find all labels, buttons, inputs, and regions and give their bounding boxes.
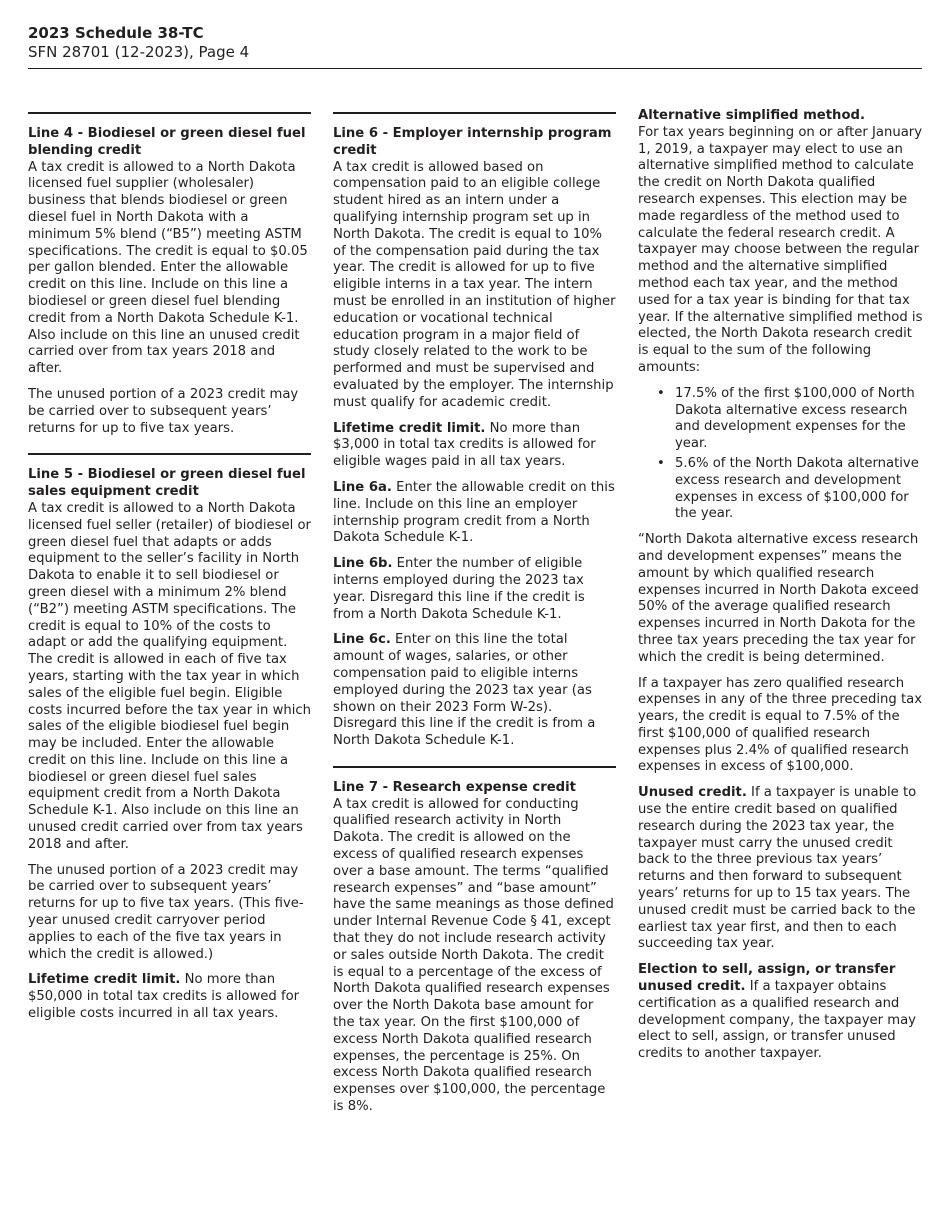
line6c-text: Enter on this line the total amount of wages, salaries, or other compensation paid to eligible interns employed during the 2023 tax year (as shown on their 2023 Form W-2s). Disregard this line if the credit is from a North Dakota Schedule K-1. <box>333 632 596 749</box>
line6a-label: Line 6a. <box>333 479 392 495</box>
unused-credit-label: Unused credit. <box>638 785 747 801</box>
election-label: Election to sell, assign, or transfer unused credit. <box>638 962 896 995</box>
alternative-method-list <box>638 386 924 523</box>
line5-title: Line 5 - Biodiesel or green diesel fuel sales equipment credit <box>28 467 306 500</box>
column-middle <box>333 108 616 1125</box>
zero-expenses-paragraph: If a taxpayer has zero qualified research expenses in any of the three preceding tax years, the credit is equal to 7.5% of the first $100,000 of qualified research expenses plus 2.4% of qualified research expenses in excess of $100,000. <box>638 675 923 775</box>
alternative-method-title: Alternative simplified method. <box>638 108 865 123</box>
list-item: • 5.6% of the North Dakota alternative excess research and development expenses in excess of $100,000 for the year. <box>675 456 924 523</box>
line6-limit-paragraph <box>333 421 616 471</box>
line4-title: Line 4 - Biodiesel or green diesel fuel blending credit <box>28 126 306 158</box>
election-text: If a taxpayer obtains certification as a qualified research and development company, the taxpayer may elect to sell, assign, or transfer unused credits to another taxpayer. <box>638 979 916 1062</box>
column-right <box>638 108 924 1072</box>
line6b-label: Line 6b. <box>333 556 393 572</box>
line6b-paragraph <box>333 556 616 623</box>
section-divider <box>28 453 311 455</box>
line4-carryover-paragraph: The unused portion of a 2023 credit may be carried over to subsequent years’ returns for up to five tax years. <box>28 386 299 436</box>
line5-paragraph: A tax credit is allowed to a North Dakota licensed fuel seller (retailer) of biodiesel or green diesel fuel that adapts or adds equipment to the seller’s facility in North Dakota to enable it to sell biodiesel or green diesel with a minimum 2% blend (“B2”) meeting ASTM specifications. The credit is equal to 10% of the costs to adapt or add the qualifying equipment. The credit is allowed in each of five tax years, starting with the tax year in which sales of the eligible fuel begin. Eligible costs incurred before the tax year in which sales of the eligible biodiesel fuel begin may be included. Enter the allowable credit on this line. Include on this line a biodiesel or green diesel fuel sales equipment credit from a North Dakota Schedule K-1. Also include on this line an unused credit carried over from tax years 2018 and after. <box>28 500 312 852</box>
page-header <box>28 24 249 62</box>
section-divider <box>28 112 311 114</box>
line6a-paragraph <box>333 480 616 547</box>
column-left <box>28 108 311 1032</box>
line7-title: Line 7 - Research expense credit <box>333 779 576 795</box>
alternative-method-paragraph: For tax years beginning on or after January 1, 2019, a taxpayer may elect to use an alternative simplified method to calculate the credit on North Dakota qualified research expenses. This election may be made regardless of the method used to calculate the federal research credit. A taxpayer may choose between the regular method and the alternative simplified method each tax year, and the method used for a tax year is binding for that tax year. If the alternative simplified method is elected, the North Dakota research credit is equal to the sum of the following amounts: <box>638 124 923 375</box>
unused-credit-paragraph <box>638 785 924 953</box>
line5-limit-paragraph <box>28 972 311 1022</box>
section-divider <box>333 112 616 114</box>
line4-paragraph: A tax credit is allowed to a North Dakota licensed fuel supplier (wholesaler) business that blends biodiesel or green diesel fuel in North Dakota with a minimum 5% blend (“B5”) meeting ASTM specifications. The credit is equal to $0.05 per gallon blended. Enter the allowable credit on this line. Include on this line a biodiesel or green diesel fuel blending credit from a North Dakota Schedule K-1. Also include on this line an unused credit carried over from tax years 2018 and after. <box>28 159 308 377</box>
line6c-label: Line 6c. <box>333 632 391 648</box>
election-paragraph <box>638 962 924 1063</box>
line6-paragraph: A tax credit is allowed based on compensation paid to an eligible college student hired as an intern under a qualifying internship program set up in North Dakota. The credit is equal to 10% of the compensation paid during the tax year. The credit is allowed for up to five eligible interns in a tax year. The intern must be enrolled in an institution of higher education or vocational technical education program in a major field of study closely related to the work to be performed and must be supervised and evaluated by the employer. The internship must qualify for academic credit. <box>333 159 616 410</box>
line5-limit-label: Lifetime credit limit. <box>28 972 181 988</box>
line7-paragraph: A tax credit is allowed for conducting qualified research activity in North Dakota. The credit is allowed on the excess of qualified research expenses over a base amount. The terms “qualified research expenses” and “base amount” have the same meanings as those defined under Internal Revenue Code § 41, except that they do not include research activity or sales outside North Dakota. The credit is equal to a percentage of the excess of North Dakota qualified research expenses over the North Dakota base amount for the tax year. On the first $100,000 of excess North Dakota qualified research expenses, the percentage is 25%. On excess North Dakota qualified research expenses over $100,000, the percentage is 8%. <box>333 796 614 1115</box>
line6a-text: Enter the allowable credit on this line. Include on this line an employer internship program credit from a North Dakota Schedule K-1. <box>333 479 615 546</box>
unused-credit-text: If a taxpayer is unable to use the entire credit based on qualified research during the 2023 tax year, the taxpayer must carry the unused credit back to the three previous tax years’ returns and then forward to subsequent years’ returns for up to 15 tax years. The unused credit must be carried back to the earliest tax year first, and then to each succeeding tax year. <box>638 785 917 952</box>
document-subtitle: SFN 28701 (12-2023), Page 4 <box>28 43 250 61</box>
line6c-paragraph <box>333 632 616 750</box>
line6b-text: Enter the number of eligible interns employed during the 2023 tax year. Disregard this line if the credit is from a North Dakota Schedule K-1. <box>333 556 585 622</box>
section-divider <box>333 766 616 768</box>
line5-carryover-paragraph: The unused portion of a 2023 credit may be carried over to subsequent years’ returns for up to five tax years. (This five-year unused credit carryover period applies to each of the five tax years in which the credit is allowed.) <box>28 862 304 962</box>
line5-limit-text: No more than $50,000 in total tax credits is allowed for eligible costs incurred in all tax years. <box>28 972 300 1022</box>
line6-limit-text: No more than $3,000 in total tax credits is allowed for eligible wages paid in all tax years. <box>333 420 596 470</box>
list-item: • 17.5% of the first $100,000 of North Dakota alternative excess research and development expenses for the year. <box>675 386 924 453</box>
header-divider <box>28 68 922 69</box>
document-title: 2023 Schedule 38-TC <box>28 24 204 42</box>
line6-limit-label: Lifetime credit limit. <box>333 420 486 436</box>
line6-title: Line 6 - Employer internship program credit <box>333 126 612 158</box>
definition-paragraph: “North Dakota alternative excess research and development expenses” means the amount by which qualified research expenses incurred in North Dakota exceed 50% of the average qualified research expenses incurred in North Dakota for the three tax years preceding the tax year for which the credit is being determined. <box>638 532 919 665</box>
